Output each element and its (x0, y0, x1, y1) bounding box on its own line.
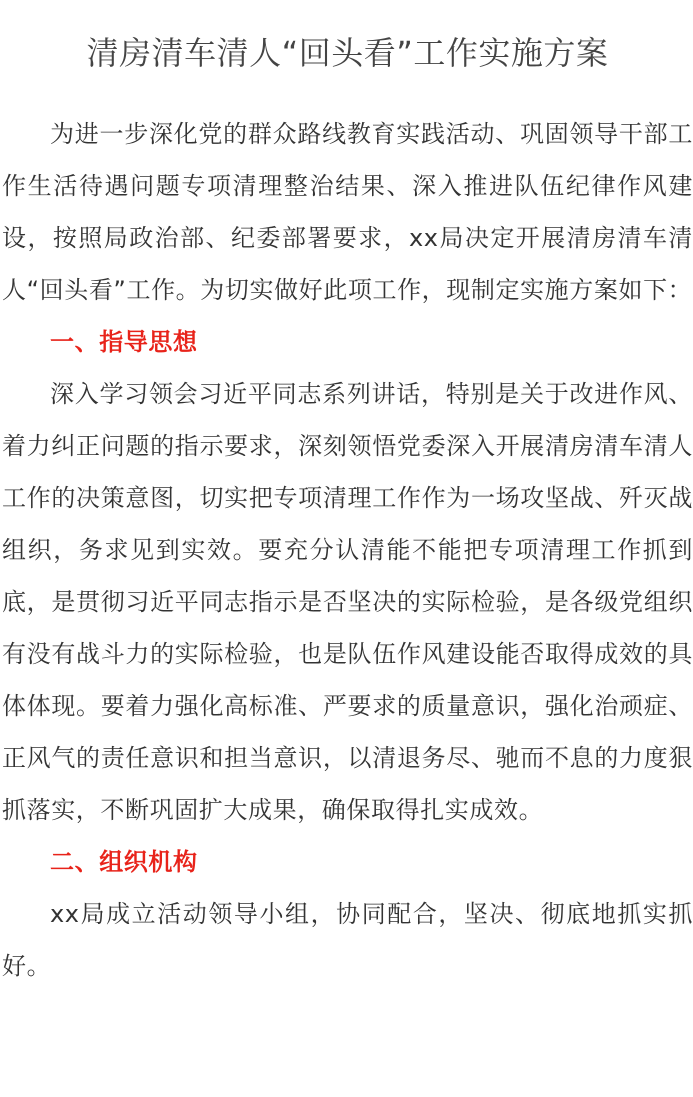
section-heading-organization: 二、组织机构 (50, 848, 198, 876)
section-paragraph-organization: xx局成立活动领导小组，协同配合，坚决、彻底地抓实抓好。 (2, 900, 693, 980)
section-heading-guiding-ideology: 一、指导思想 (50, 328, 198, 356)
document-body (2, 108, 693, 992)
section-paragraph-guiding-ideology: 深入学习领会习近平同志系列讲话，特别是关于改进作风、着力纠正问题的指示要求，深刻领悟党委深入开展清房清车清人工作的决策意图，切实把专项清理工作作为一场攻坚战、歼灭战组织，务求见到实效。要充分认清能不能把专项清理工作抓到底，是贯彻习近平同志指示是否坚决的实际检验，是各级党组织有没有战斗力的实际检验，也是队伍作风建设能否取得成效的具体体现。要着力强化高标准、严要求的质量意识，强化治顽症、正风气的责任意识和担当意识，以清退务尽、驰而不息的力度狠抓落实，不断巩固扩大成果，确保取得扎实成效。 (2, 380, 693, 824)
intro-paragraph: 为进一步深化党的群众路线教育实践活动、巩固领导干部工作生活待遇问题专项清理整治结果、深入推进队伍纪律作风建设，按照局政治部、纪委部署要求，xx局决定开展清房清车清人“回头看”工作。为切实做好此项工作，现制定实施方案如下： (2, 120, 693, 304)
page-title: 清房清车清人“回头看”工作实施方案 (86, 34, 609, 72)
